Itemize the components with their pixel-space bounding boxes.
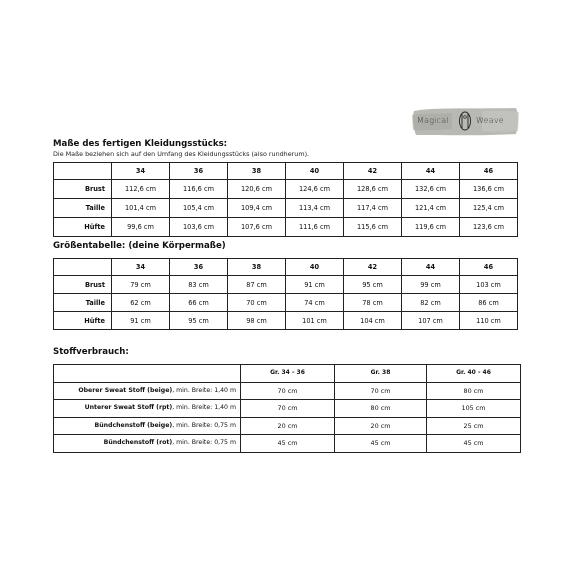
table-cell: 99 cm — [402, 276, 460, 294]
header-empty-cell — [54, 365, 241, 383]
table-cell: 119,6 cm — [402, 218, 460, 237]
size-header: 38 — [228, 259, 286, 276]
table-cell: 103 cm — [460, 276, 518, 294]
row-label: Brust — [54, 180, 112, 199]
table-cell: 125,4 cm — [460, 199, 518, 218]
finished-garment-title: Maße des fertigen Kleidungsstücks: — [53, 139, 228, 149]
fabric-note: , min. Breite: 1,40 m — [172, 386, 236, 394]
row-label: Hüfte — [54, 218, 112, 237]
table-cell: 123,6 cm — [460, 218, 518, 237]
table-cell: 45 cm — [427, 435, 521, 453]
finished-garment-subtitle: Die Maße beziehen sich auf den Umfang des Kleidungsstücks (also rundherum). — [53, 150, 310, 158]
table-cell: 79 cm — [112, 276, 170, 294]
table-row — [54, 435, 521, 453]
header-empty-cell — [54, 163, 112, 180]
table-cell: 74 cm — [286, 294, 344, 312]
size-header: 42 — [344, 259, 402, 276]
table-row — [54, 180, 518, 199]
table-cell: 78 cm — [344, 294, 402, 312]
table-cell: 95 cm — [344, 276, 402, 294]
row-label: Hüfte — [54, 312, 112, 330]
size-header: 40 — [286, 259, 344, 276]
size-header: 36 — [170, 163, 228, 180]
body-measurements-table — [53, 258, 518, 330]
size-header: 42 — [344, 163, 402, 180]
row-label: Taille — [54, 294, 112, 312]
table-cell: 115,6 cm — [344, 218, 402, 237]
logo-text-right: Weave — [476, 116, 504, 125]
fabric-note: , min. Breite: 0,75 m — [172, 439, 236, 447]
table-cell: 101 cm — [286, 312, 344, 330]
size-header: 46 — [460, 259, 518, 276]
table-header-row — [54, 259, 518, 276]
table-row — [54, 218, 518, 237]
finished-garment-table — [53, 162, 518, 237]
fabric-note: , min. Breite: 1,40 m — [172, 404, 236, 412]
table-cell: 25 cm — [427, 417, 521, 435]
table-cell: 45 cm — [335, 435, 427, 453]
table-cell: 80 cm — [427, 382, 521, 400]
row-label: Brust — [54, 276, 112, 294]
fabric-name: Bündchenstoff (beige) — [94, 421, 173, 429]
table-row — [54, 199, 518, 218]
fabric-usage-title: Stoffverbrauch: — [53, 347, 129, 357]
table-header-row — [54, 163, 518, 180]
table-cell: 87 cm — [228, 276, 286, 294]
brand-logo — [412, 105, 520, 137]
table-row — [54, 382, 521, 400]
table-cell: 124,6 cm — [286, 180, 344, 199]
table-cell: 91 cm — [112, 312, 170, 330]
table-cell: 62 cm — [112, 294, 170, 312]
fabric-label — [54, 417, 241, 435]
body-measurements-title: Größentabelle: (deine Körpermaße) — [53, 241, 226, 251]
table-cell: 107 cm — [402, 312, 460, 330]
table-cell: 20 cm — [241, 417, 335, 435]
size-group-header: Gr. 34 - 36 — [241, 365, 335, 383]
table-cell: 101,4 cm — [112, 199, 170, 218]
table-cell: 45 cm — [241, 435, 335, 453]
size-header: 34 — [112, 163, 170, 180]
table-cell: 112,6 cm — [112, 180, 170, 199]
table-cell: 83 cm — [170, 276, 228, 294]
table-cell: 105,4 cm — [170, 199, 228, 218]
table-cell: 132,6 cm — [402, 180, 460, 199]
table-cell: 116,6 cm — [170, 180, 228, 199]
table-cell: 70 cm — [241, 382, 335, 400]
fabric-label — [54, 382, 241, 400]
fabric-name: Unterer Sweat Stoff (rpt) — [84, 404, 173, 412]
fabric-note: , min. Breite: 0,75 m — [172, 421, 236, 429]
table-header-row — [54, 365, 521, 383]
table-cell: 121,4 cm — [402, 199, 460, 218]
table-row — [54, 276, 518, 294]
table-cell: 113,4 cm — [286, 199, 344, 218]
fabric-name: Bündchenstoff (rot) — [103, 439, 173, 447]
table-cell: 109,4 cm — [228, 199, 286, 218]
table-cell: 66 cm — [170, 294, 228, 312]
size-header: 44 — [402, 259, 460, 276]
table-cell: 80 cm — [335, 400, 427, 418]
row-label: Taille — [54, 199, 112, 218]
table-cell: 99,6 cm — [112, 218, 170, 237]
table-row — [54, 294, 518, 312]
size-header: 36 — [170, 259, 228, 276]
header-empty-cell — [54, 259, 112, 276]
table-cell: 111,6 cm — [286, 218, 344, 237]
table-row — [54, 400, 521, 418]
table-cell: 98 cm — [228, 312, 286, 330]
logo-text-left: Magical — [417, 116, 449, 125]
size-header: 38 — [228, 163, 286, 180]
table-cell: 70 cm — [228, 294, 286, 312]
fabric-label — [54, 400, 241, 418]
table-cell: 136,6 cm — [460, 180, 518, 199]
table-cell: 110 cm — [460, 312, 518, 330]
table-cell: 20 cm — [335, 417, 427, 435]
table-cell: 103,6 cm — [170, 218, 228, 237]
table-row — [54, 417, 521, 435]
table-cell: 86 cm — [460, 294, 518, 312]
table-cell: 120,6 cm — [228, 180, 286, 199]
size-group-header: Gr. 40 - 46 — [427, 365, 521, 383]
table-cell: 105 cm — [427, 400, 521, 418]
table-cell: 128,6 cm — [344, 180, 402, 199]
logo-figure-icon — [458, 111, 472, 131]
table-cell: 104 cm — [344, 312, 402, 330]
table-cell: 95 cm — [170, 312, 228, 330]
size-header: 34 — [112, 259, 170, 276]
fabric-label — [54, 435, 241, 453]
fabric-usage-table — [53, 364, 521, 453]
size-header: 40 — [286, 163, 344, 180]
fabric-name: Oberer Sweat Stoff (beige) — [78, 386, 173, 394]
table-cell: 70 cm — [335, 382, 427, 400]
table-cell: 91 cm — [286, 276, 344, 294]
size-header: 46 — [460, 163, 518, 180]
table-cell: 70 cm — [241, 400, 335, 418]
table-cell: 107,6 cm — [228, 218, 286, 237]
size-group-header: Gr. 38 — [335, 365, 427, 383]
table-cell: 117,4 cm — [344, 199, 402, 218]
table-cell: 82 cm — [402, 294, 460, 312]
table-row — [54, 312, 518, 330]
size-header: 44 — [402, 163, 460, 180]
